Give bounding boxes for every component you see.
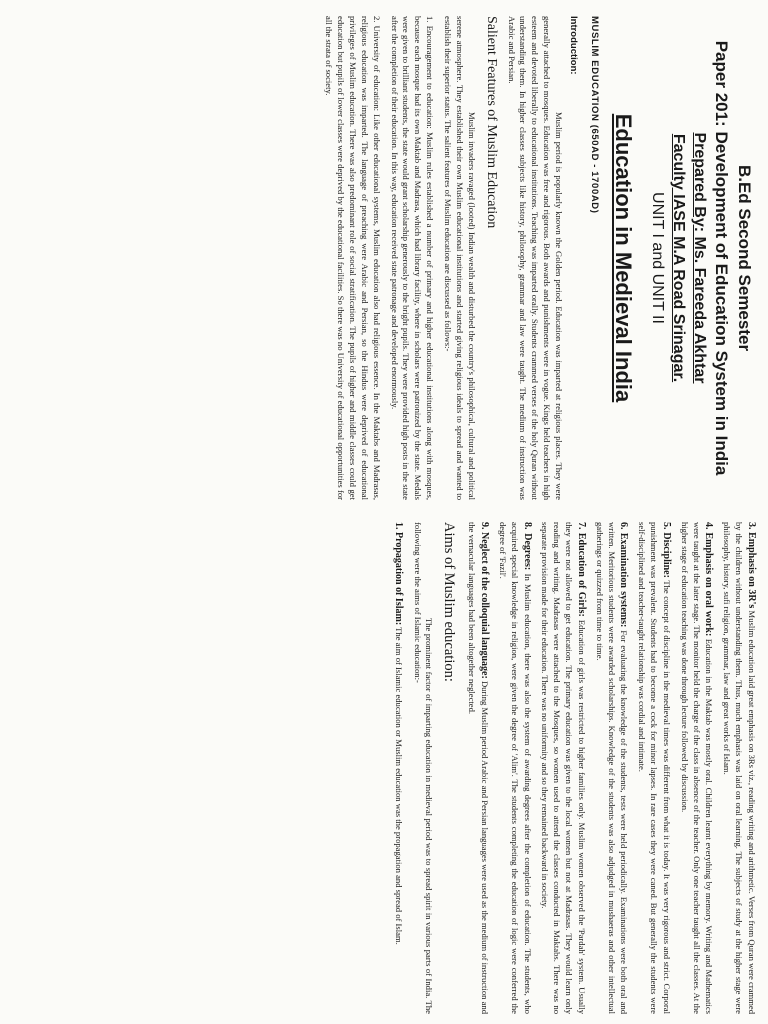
units-line: UNIT I and UNIT II bbox=[649, 192, 666, 324]
point-5 bbox=[635, 522, 673, 1014]
point-3-lead: 3. Emphasis on 3R's bbox=[746, 522, 757, 609]
salient-paragraph: Muslim invaders ravaged (looted) Indian wealth and disturbed the country's philosophical, cultural and political serene atmosphere. They established their own Muslim educational institutions and started giving religious ideals to spread and wanted to establish their superior status. The salient features of Muslim education are discussed as follows:- bbox=[442, 16, 477, 500]
point-5-text: The concept of discipline in the medieval times was different from what it is today. It was very rigorous and strict. Corporal punishment was prevalent. Students had to become a cock for minor lapses. In rare cases they were caned. But generally the students were self-disciplined and teacher-taught relationship was cordial and intimate. bbox=[637, 522, 672, 1015]
aims-intro: The prominent factor of imparting education in medieval period was to spread spirit in various parts of India. The following were the aims of Islamic education:- bbox=[412, 522, 435, 1014]
aim-1-lead: 1. Propagation of Islam: bbox=[392, 522, 404, 626]
point-4-text: Education in the Maktab was mostly oral. Children learnt everything by memory. Writing and Mathematics were taught at the later stage. The monitor held the charge of the class in absence of the teacher. Only one teacher taught all the classes. At the higher stage of education teaching was done through lecture followed by discussion. bbox=[679, 522, 715, 1015]
point-3-text: Muslim education laid great emphasis on 3Rs viz., reading writing and arithmetic. Verses from Quran were crammed by the children without understanding them. Thus, much emphasis was laid on oral learning. The subjects of study at the higher stage were philosophy, history, sufi religion, grammar, law and great works of Islam. bbox=[722, 522, 757, 1014]
point-7-text: Education of girls was restricted to higher families only. Muslim women observed the 'Pardah' system. Usually they were not allowed to get education. The primary education was given to the local women but not at Madrasas. They would learn only reading and writing. Madrasas were attached to the Mosques, so women used to attend the classes conducted in Maktabs. There was no separate provision made for their education. There was no uniformity and so they remained backward in society. bbox=[540, 522, 587, 1014]
point-8-lead: 8. Degrees: bbox=[521, 522, 533, 571]
point-7 bbox=[539, 522, 588, 1014]
main-title: Education in Medieval India bbox=[611, 113, 636, 403]
faculty-line: Faculty IASE M.A Road Srinagar. bbox=[670, 133, 687, 383]
intro-heading: Introduction: bbox=[568, 16, 579, 75]
salient-heading: Salient Features of Muslim Education bbox=[483, 16, 499, 229]
aim-1 bbox=[391, 522, 405, 1014]
intro-paragraph: Muslim period is popularly known the Golden period. Education was imparted at religious places. They were generally attached to mosques. Education was free and rigorous. Both awards and punishments were in vogue. Kings held teachers in high esteem and devoted liberally to educational institutions. Teaching was imparted orally. Students crammed verses of the holy Quran without understanding them. In higher classes subjects like history, philosophy, grammar and law were taught. The medium of instruction was Arabic and Persian. bbox=[506, 16, 564, 500]
point-9 bbox=[465, 522, 491, 1014]
point-7-lead: 7. Education of Girls: bbox=[575, 522, 587, 617]
point-6-text: For evaluating the knowledge of the students, tests were held periodically. Examinations were both oral and written. Meritorious students were awarded scholarships. Knowledge of the students was also adjudged in mushaeras and other intellectual gatherings or quizzed from time to time. bbox=[594, 522, 630, 1014]
point-6-lead: 6. Examination systems: bbox=[618, 522, 630, 628]
point-8 bbox=[496, 522, 534, 1014]
point-2: 2. University of education: Like other educational systems, Muslim education also had religious essence. In the Maktabs and Madrasas, religious education was imparted. The language of preaching were Arabic and Persian, so the Hindus were deprived of educational privileges of Muslim education. There was also predominant role of social stratification. The pupils of higher and middle classes could get education but pupils of lower classes were deprived by the educational facilities. So there was no University of educational opportunities for all the strata of society. bbox=[324, 16, 382, 500]
semester-heading: B.Ed Second Semester bbox=[735, 164, 754, 352]
point-8-text: In Muslim education, there was also the system of awarding degrees after the completion of education. The students, who acquired special knowledge in religion, were given the degree of 'Alim'. The students completing the education of logic were conferred the degree of 'Fazil'. bbox=[497, 522, 533, 1014]
aim-1-text: The aim of Islamic education or Muslim education was the propagation and spread of Islam. bbox=[393, 627, 404, 945]
point-4 bbox=[678, 522, 716, 1014]
point-1: 1. Encouragement to education: Muslim rules established a number of primary and higher educational institutions along with mosques, because each mosque had its own Maktab and Madrasa, which had library facility, where in scholars were patronized by the state. Medals were given to brilliant students, the state would grant scholarship generously to the bright pupils. They were provided high posts in the state after the completion of their education. In this way, education received state patronage and developed enormously. bbox=[389, 16, 436, 500]
right-page bbox=[0, 512, 768, 1024]
aims-heading: Aims of Muslim education: bbox=[441, 522, 458, 682]
point-4-lead: 4. Emphasis on oral work: bbox=[703, 522, 715, 637]
point-5-lead: 5. Discipline: bbox=[660, 522, 672, 578]
point-9-text: During Muslim period Arabic and Persian languages were used as the medium of instruction and the vernacular languages had been altogether neglected. bbox=[467, 522, 491, 1015]
section-subtitle: MUSLIM EDUCATION (650AD - 1700AD) bbox=[589, 16, 600, 214]
paper-heading: Paper 201: Development of Education System in India bbox=[712, 40, 731, 476]
point-9-lead: 9. Neglect of the colloquial language: bbox=[479, 522, 491, 679]
point-3 bbox=[720, 522, 758, 1014]
prepared-by: Prepared By: Ms. Fareeda Akhtar bbox=[691, 132, 708, 384]
point-6 bbox=[593, 522, 631, 1014]
